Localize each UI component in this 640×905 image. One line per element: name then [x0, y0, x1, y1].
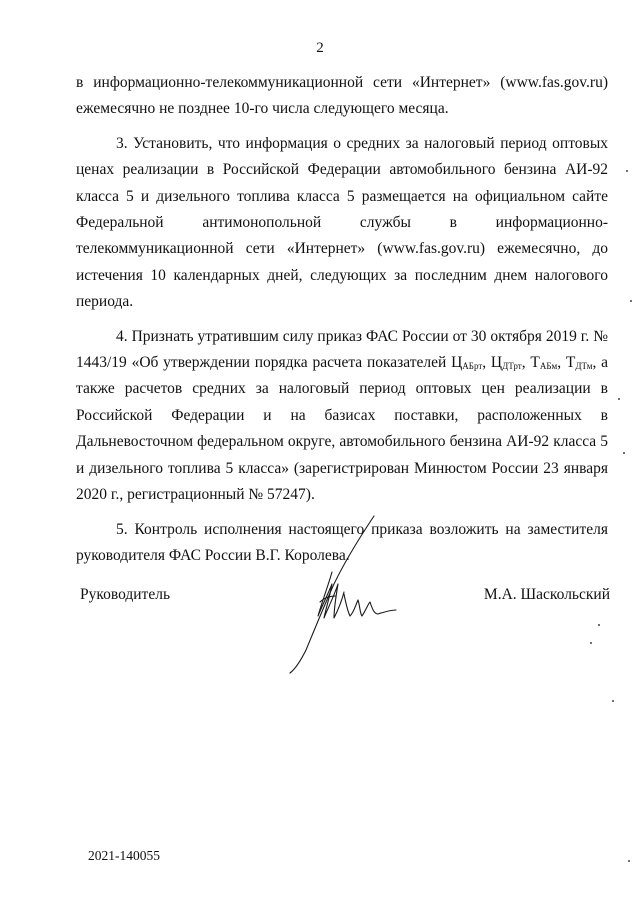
paragraph-4-part3: , Т: [521, 354, 540, 372]
document-body: [76, 70, 608, 577]
scan-artifact: [590, 642, 592, 644]
subscript-dtm: ДТм: [575, 361, 593, 372]
scan-artifact: [598, 624, 600, 626]
scan-artifact: [612, 700, 614, 702]
document-number: 2021-140055: [88, 848, 160, 863]
paragraph-continuation: в информационно-телекоммуникационной сети «Интернет» (www.fas.gov.ru) ежемесячно не позднее 10-го числа следующего месяца.: [76, 74, 608, 118]
paragraph-4-part5: , а также расчетов средних за налоговый период оптовых цен реализации в Российской Федерации и на базисах поставки, расположенных в Дальневосточном федеральном округе, автомобильного бензина АИ-92 класса 5 и дизельного топлива 5 класса» (зарегистрирован Минюстом России 23 января 2020 г., регистрационный № 57247).: [76, 354, 608, 504]
signatory-title: Руководитель: [80, 586, 171, 603]
paragraph-5: 5. Контроль исполнения настоящего приказа возложить на заместителя руководителя ФАС России В.Г. Королева.: [76, 520, 608, 564]
paragraph-3: 3. Установить, что информация о средних за налоговый период оптовых ценах реализации в Российской Федерации автомобильного бензина АИ-92 класса 5 и дизельного топлива класса 5 размещается на официальном сайте Федеральной антимонопольной службы в информационно-телекоммуникационной сети «Интернет» (www.fas.gov.ru) ежемесячно, до истечения 10 календарных дней, следующих за последним днем налогового периода.: [76, 134, 608, 311]
signatory-name: М.А. Шаскольский: [483, 586, 610, 603]
subscript-abm: АБм: [539, 361, 558, 372]
scan-artifact: [630, 300, 632, 302]
paragraph-4-part1: 4. Признать утратившим силу приказ ФАС России от 30 октября 2019 г. № 1443/19 «Об утверждении порядка расчета показателей Ц: [76, 327, 608, 372]
subscript-abrt: АБрт: [462, 361, 483, 372]
paragraph-4-part2: , Ц: [482, 354, 503, 372]
handwritten-signature: [276, 514, 406, 674]
subscript-dtrt: ДТрт: [502, 361, 522, 372]
scan-artifact: [626, 170, 628, 172]
page-number: 2: [316, 40, 324, 56]
scan-artifact: [618, 398, 620, 400]
paragraph-4: [76, 324, 608, 509]
paragraph-4-part4: , Т: [557, 354, 576, 372]
scan-artifact: [628, 860, 630, 862]
scan-artifact: [623, 452, 625, 454]
